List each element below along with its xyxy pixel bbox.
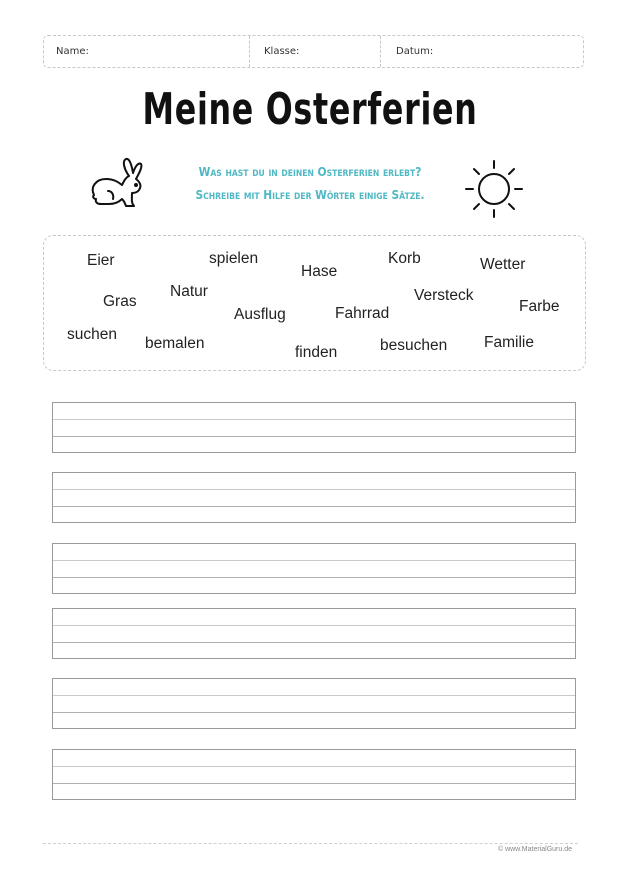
guide-line xyxy=(53,625,575,626)
guide-line xyxy=(53,489,575,490)
student-info-header xyxy=(43,35,584,68)
class-field[interactable] xyxy=(252,36,299,67)
word-item: besuchen xyxy=(380,337,448,354)
sun-icon xyxy=(463,158,525,224)
copyright-footer: © www.MaterialGuru.de xyxy=(497,846,572,853)
writing-lines[interactable] xyxy=(52,472,576,523)
name-field[interactable] xyxy=(44,36,89,67)
guide-line xyxy=(53,419,575,420)
word-bank xyxy=(43,235,586,371)
guide-line xyxy=(53,712,575,713)
writing-lines[interactable] xyxy=(52,678,576,729)
word-item: Hase xyxy=(301,263,338,280)
rabbit-icon xyxy=(86,155,144,219)
writing-lines[interactable] xyxy=(52,749,576,800)
date-field[interactable] xyxy=(384,36,433,67)
word-item: Natur xyxy=(170,283,208,300)
guide-line xyxy=(53,560,575,561)
guide-line xyxy=(53,577,575,578)
word-item: spielen xyxy=(209,250,259,267)
header-divider xyxy=(249,36,250,67)
word-item: bemalen xyxy=(145,335,205,352)
word-item: Fahrrad xyxy=(335,305,390,322)
word-item: Ausflug xyxy=(234,306,286,323)
footer-divider xyxy=(43,843,578,844)
writing-lines[interactable] xyxy=(52,608,576,659)
page-title: Meine Osterferien xyxy=(142,84,478,135)
writing-lines[interactable] xyxy=(52,402,576,453)
guide-line xyxy=(53,695,575,696)
guide-line xyxy=(53,436,575,437)
guide-line xyxy=(53,506,575,507)
guide-line xyxy=(53,783,575,784)
instruction-line-2: Schreibe mit Hilfe der Wörter einige Sätze. xyxy=(195,187,425,202)
guide-line xyxy=(53,766,575,767)
word-item: Farbe xyxy=(519,298,560,315)
class-label: Klasse: xyxy=(264,46,300,57)
word-item: Wetter xyxy=(480,256,526,273)
word-item: Eier xyxy=(87,252,115,269)
word-item: suchen xyxy=(67,326,117,343)
name-label: Name: xyxy=(56,46,89,57)
word-item: Versteck xyxy=(414,287,474,304)
instruction-line-1: Was hast du in deinen Osterferien erlebt? xyxy=(198,164,422,179)
word-item: Familie xyxy=(484,334,534,351)
date-label: Datum: xyxy=(396,46,434,57)
word-item: Gras xyxy=(103,293,137,310)
word-item: Korb xyxy=(388,250,421,267)
header-divider xyxy=(380,36,381,67)
word-item: finden xyxy=(295,344,338,361)
guide-line xyxy=(53,642,575,643)
writing-lines[interactable] xyxy=(52,543,576,594)
